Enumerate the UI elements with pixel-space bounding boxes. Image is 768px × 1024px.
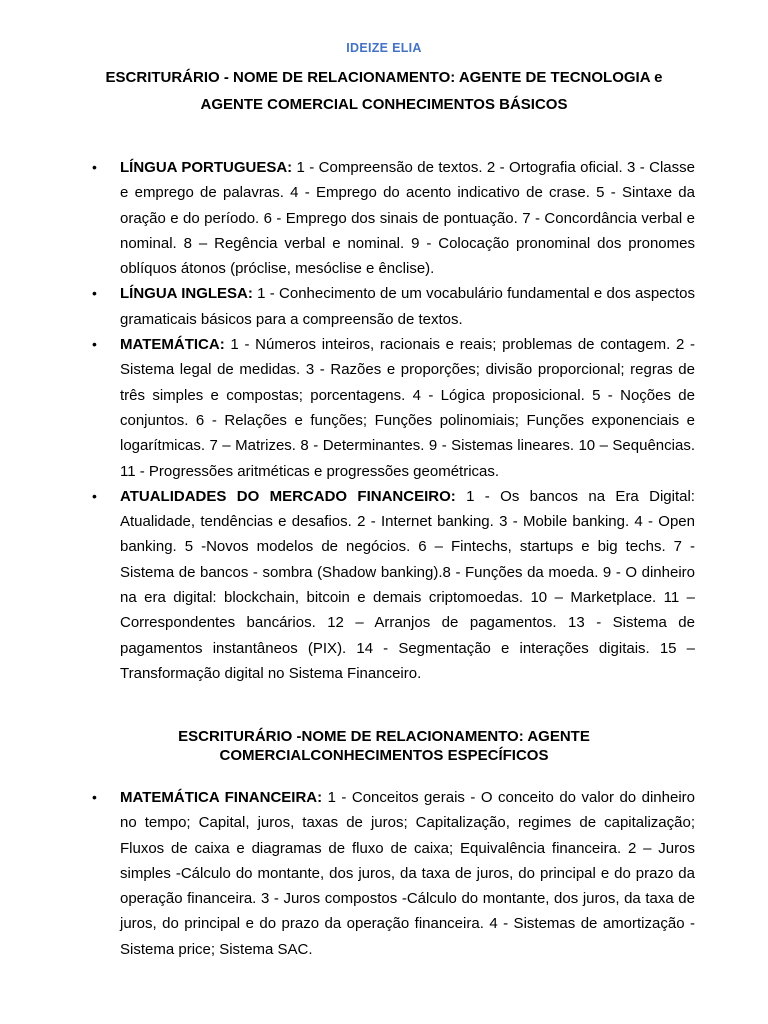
list-item-portuguese — [0, 155, 768, 281]
section-title-specific — [100, 727, 668, 765]
bullet-icon: • — [92, 285, 97, 302]
subject-heading: ATUALIDADES DO MERCADO FINANCEIRO: — [120, 487, 456, 505]
bullet-icon: • — [92, 487, 97, 504]
subject-content: 1 - Conhecimento de um vocabulário fundamental e dos aspectos gramaticais básicos para a compreensão de textos. — [120, 285, 696, 328]
document-title-line-1: ESCRITURÁRIO - NOME DE RELACIONAMENTO: AGENTE DE TECNOLOGIA e — [105, 69, 663, 86]
list-item-financial-math — [0, 785, 768, 962]
basic-knowledge-list — [0, 155, 768, 686]
subject-heading: MATEMÁTICA: — [120, 336, 225, 354]
section-title-line-2: COMERCIALCONHECIMENTOS ESPECÍFICOS — [219, 747, 549, 764]
subject-content: 1 - Os bancos na Era Digital: Atualidade, tendências e desafios. 2 - Internet banking. 3 - Mobile banking. 4 - Open banking. 5 -Novos modelos de negócios. 6 – Fintechs, startups e big techs. 7 - Sistema de bancos - sombra (Shadow banking).8 - Funções da moeda. 9 - O dinheiro na era digital: blockchain, bitcoin e demais criptomoedas. 10 – Marketplace. 11 – Correspondentes bancários. 12 – Arranjos de pagamentos. 13 - Sistema de pagamentos instantâneos (PIX). 14 - Segmentação e interações digitais. 15 – Transformação digital no Sistema Financeiro. — [120, 487, 695, 682]
bullet-icon: • — [92, 336, 97, 353]
bullet-icon: • — [92, 159, 97, 175]
author-name: IDEIZE ELIA — [346, 41, 422, 55]
section-title-line-1: ESCRITURÁRIO -NOME DE RELACIONAMENTO: AGENTE — [178, 728, 590, 745]
subject-heading: LÍNGUA INGLESA: — [120, 285, 253, 303]
subject-content: 1 - Conceitos gerais - O conceito do valor do dinheiro no tempo; Capital, juros, taxas de juros; Capitalização, regimes de capitalização; Fluxos de caixa e diagramas de fluxo de caixa; Equivalência financeira. 2 – Juros simples -Cálculo do montante, dos juros, da taxa de juros, do principal e do prazo da operação financeira. 3 - Juros compostos -Cálculo do montante, dos juros, da taxa de juros, do principal e do prazo da operação financeira. 4 - Sistemas de amortização - Sistema price; Sistema SAC. — [120, 789, 695, 958]
list-item-financial-market — [0, 484, 768, 686]
subject-content: 1 - Compreensão de textos. 2 - Ortografia oficial. 3 - Classe e emprego de palavras. 4 - Emprego do acento indicativo de crase. 5 - Sintaxe da oração e do período. 6 - Emprego dos sinais de pontuação. 7 - Concordância verbal e nominal. 8 – Regência verbal e nominal. 9 - Colocação pronominal dos pronomes oblíquos átonos (próclise, mesóclise e ênclise). — [120, 159, 695, 278]
subject-heading: LÍNGUA PORTUGUESA: — [120, 159, 293, 176]
bullet-icon: • — [92, 789, 97, 805]
document-title-line-2: AGENTE COMERCIAL CONHECIMENTOS BÁSICOS — [200, 96, 568, 113]
specific-knowledge-list — [0, 785, 768, 962]
list-item-english — [0, 281, 768, 332]
subject-heading: MATEMÁTICA FINANCEIRA: — [120, 789, 323, 806]
list-item-mathematics — [0, 332, 768, 484]
subject-content: 1 - Números inteiros, racionais e reais; problemas de contagem. 2 - Sistema legal de medidas. 3 - Razões e proporções; divisão proporcional; regras de três simples e compostas; porcentagens. 4 - Lógica proposicional. 5 - Noções de conjuntos. 6 - Relações e funções; Funções polinomiais; Funções exponenciais e logarítmicas. 7 – Matrizes. 8 - Determinantes. 9 - Sistemas lineares. 10 – Sequências. 11 - Progressões aritméticas e progressões geométricas. — [120, 336, 695, 480]
document-title — [40, 64, 728, 118]
